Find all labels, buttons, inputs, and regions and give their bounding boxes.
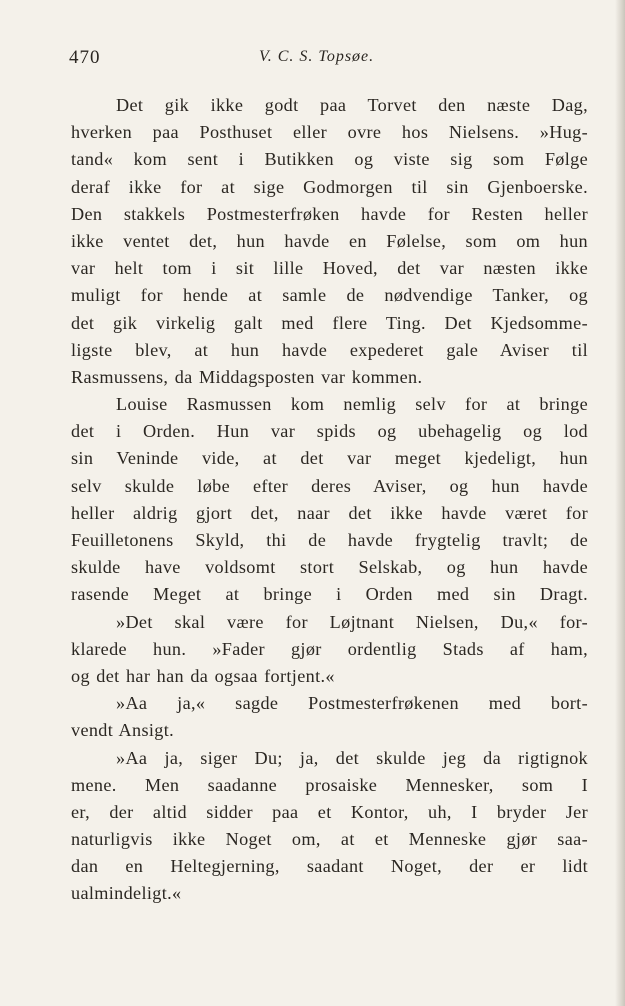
text-line: tand« kom sent i Butikken og viste sig som Følge (71, 149, 588, 170)
text-line: »Det skal være for Løjtnant Nielsen, Du,« for- (116, 611, 588, 632)
page-header (69, 47, 591, 77)
page-edge-shadow (615, 0, 625, 1006)
text-line: ualmindeligt.« (71, 883, 182, 904)
text-line: Feuilletonens Skyld, thi de havde frygtelig travlt; de (71, 530, 588, 550)
text-line: ikke ventet det, hun havde en Følelse, som om hun (71, 230, 588, 251)
text-line: Det gik ikke godt paa Torvet den næste Dag, (116, 95, 588, 115)
text-line: og det har han da ogsaa fortjent.« (71, 665, 335, 686)
text-line: skulde have voldsomt stort Selskab, og hun havde (71, 557, 588, 578)
text-line: sin Veninde vide, at det var meget kjedeligt, hun (71, 448, 588, 469)
text-line: hverken paa Posthuset eller ovre hos Nielsens. »Hug- (71, 122, 588, 143)
text-line: deraf ikke for at sige Godmorgen til sin Gjenboerske. (71, 176, 588, 197)
text-line: det i Orden. Hun var spids og ubehagelig og lod (71, 421, 588, 442)
running-head: V. C. S. Topsøe. (259, 48, 375, 65)
text-line: dan en Heltegjerning, saadant Noget, der er lidt (71, 856, 588, 877)
text-line: muligt for hende at samle de nødvendige Tanker, og (71, 285, 588, 306)
text-line: rasende Meget at bringe i Orden med sin Dragt. (71, 584, 588, 605)
text-line: Louise Rasmussen kom nemlig selv for at bringe (116, 394, 588, 415)
text-line: ligste blev, at hun havde expederet gale Aviser til (71, 339, 588, 360)
page-number: 470 (69, 47, 101, 68)
text-line: er, der altid sidder paa et Kontor, uh, I bryder Jer (71, 801, 588, 822)
text-line: det gik virkelig galt med flere Ting. Det Kjedsomme- (71, 312, 588, 333)
text-line: mene. Men saadanne prosaiske Mennesker, som I (71, 774, 588, 795)
text-line: naturligvis ikke Noget om, at et Menneske gjør saa- (71, 829, 588, 850)
text-line: heller aldrig gjort det, naar det ikke havde været for (71, 502, 588, 523)
text-line: »Aa ja,« sagde Postmesterfrøkenen med bort- (116, 693, 588, 714)
text-line: Den stakkels Postmesterfrøken havde for Resten heller (71, 203, 588, 224)
text-line: klarede hun. »Fader gjør ordentlig Stads af ham, (71, 638, 588, 659)
text-line: selv skulde løbe efter deres Aviser, og hun havde (71, 475, 588, 496)
text-line: var helt tom i sit lille Hoved, det var næsten ikke (71, 258, 588, 279)
text-line: vendt Ansigt. (71, 720, 175, 741)
body-text (71, 92, 588, 908)
text-line: Rasmussens, da Middagsposten var kommen. (71, 366, 423, 387)
text-line: »Aa ja, siger Du; ja, det skulde jeg da rigtignok (116, 747, 588, 768)
